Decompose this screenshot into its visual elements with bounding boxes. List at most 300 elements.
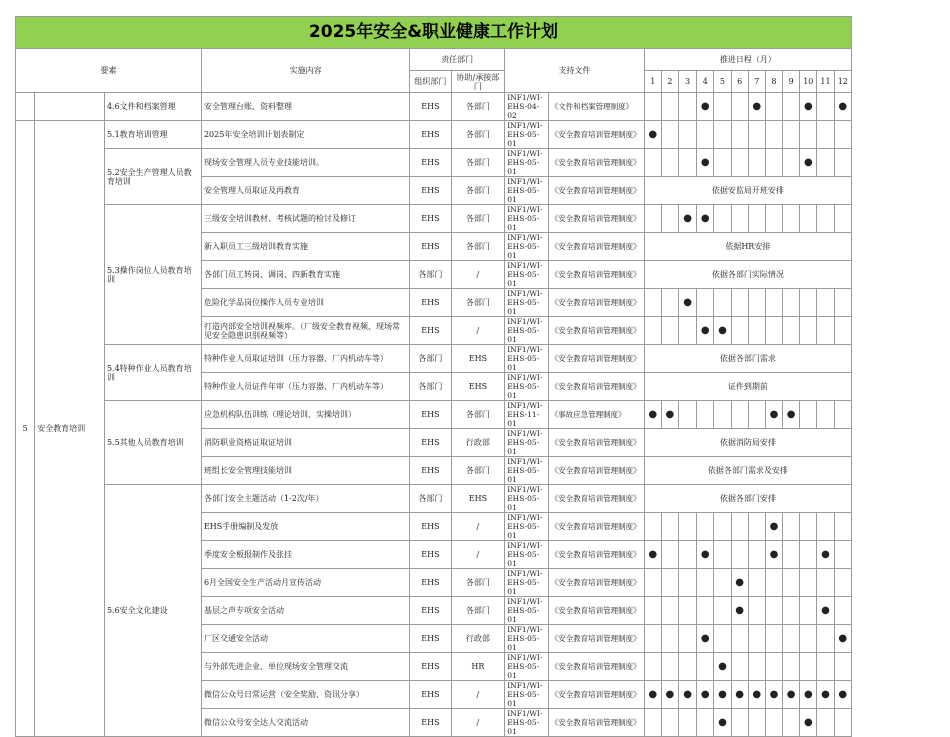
month-cell [834, 681, 851, 709]
month-cell [644, 513, 661, 541]
month-cell [644, 289, 661, 317]
scheduled-dot-icon: ● [665, 409, 675, 420]
month-cell [817, 681, 834, 709]
org-dept-cell: EHS [410, 569, 451, 597]
month-cell [714, 513, 731, 541]
doc-name-cell: 《文件和档案管理制度》 [548, 93, 644, 121]
month-cell [748, 681, 765, 709]
scheduled-dot-icon: ● [769, 409, 779, 420]
assist-dept-cell: 各部门 [451, 457, 505, 485]
month-cell [748, 205, 765, 233]
month-cell [748, 513, 765, 541]
month-header: 2 [661, 71, 678, 93]
month-cell [800, 541, 817, 569]
month-cell [714, 597, 731, 625]
doc-name-cell: 《安全教育培训管理制度》 [548, 149, 644, 177]
scheduled-dot-icon: ● [769, 549, 779, 560]
month-cell [783, 121, 800, 149]
scheduled-dot-icon: ● [752, 689, 762, 700]
content-cell: 季度安全板报制作及张挂 [201, 541, 409, 569]
month-cell [714, 401, 731, 429]
org-dept-cell: EHS [410, 401, 451, 429]
month-cell [748, 541, 765, 569]
month-header: 11 [817, 71, 834, 93]
content-cell: 基层之声专项安全活动 [201, 597, 409, 625]
month-cell [714, 121, 731, 149]
scheduled-dot-icon: ● [821, 689, 830, 700]
scheduled-dot-icon: ● [769, 521, 779, 532]
table-row [16, 401, 852, 429]
month-cell [714, 289, 731, 317]
org-dept-cell: 各部门 [410, 345, 451, 373]
month-cell [644, 93, 661, 121]
doc-code-cell: INF1/WI-EHS-05-01 [505, 513, 548, 541]
month-cell [661, 401, 678, 429]
section-name: 安全教育培训 [35, 121, 105, 737]
scheduled-dot-icon: ● [648, 409, 658, 420]
month-cell [817, 205, 834, 233]
scheduled-dot-icon: ● [648, 689, 658, 700]
scheduled-dot-icon: ● [648, 129, 658, 140]
month-cell [800, 513, 817, 541]
month-cell [834, 513, 851, 541]
org-dept-cell: EHS [410, 429, 451, 457]
month-cell [748, 625, 765, 653]
schedule-note: 证件到期前 [644, 373, 851, 401]
org-dept-cell: EHS [410, 233, 451, 261]
content-cell: 消防职业资格证取证培训 [201, 429, 409, 457]
month-cell [714, 541, 731, 569]
month-cell [765, 401, 782, 429]
doc-code-cell: INF1/WI-EHS-05-01 [505, 261, 548, 289]
scheduled-dot-icon: ● [786, 409, 796, 420]
org-dept-cell: EHS [410, 93, 451, 121]
month-cell [834, 317, 851, 345]
doc-name-cell: 《安全教育培训管理制度》 [548, 653, 644, 681]
doc-code-cell: INF1/WI-EHS-05-01 [505, 681, 548, 709]
month-header: 12 [834, 71, 851, 93]
assist-dept-cell: / [451, 709, 505, 737]
content-cell: 与外部先进企业、单位现场安全管理交流 [201, 653, 409, 681]
month-cell [748, 121, 765, 149]
content-cell: 打造内部安全培训视频库。（厂级安全教育视频、现场常见安全隐患识别视频等） [201, 317, 409, 345]
org-dept-cell: EHS [410, 709, 451, 737]
group-name: 4.6文件和档案管理 [104, 93, 201, 121]
month-cell [783, 653, 800, 681]
month-cell [731, 513, 748, 541]
doc-name-cell: 《安全教育培训管理制度》 [548, 233, 644, 261]
content-cell: 厂区交通安全活动 [201, 625, 409, 653]
month-cell [748, 317, 765, 345]
scheduled-dot-icon: ● [769, 689, 779, 700]
schedule-note: 依据消防局安排 [644, 429, 851, 457]
scheduled-dot-icon: ● [838, 689, 848, 700]
month-cell [679, 93, 697, 121]
month-cell [731, 653, 748, 681]
org-dept-cell: EHS [410, 653, 451, 681]
month-cell [697, 149, 714, 177]
doc-name-cell: 《安全教育培训管理制度》 [548, 541, 644, 569]
assist-dept-cell: / [451, 681, 505, 709]
section-number: 5 [16, 121, 35, 737]
org-dept-cell: EHS [410, 625, 451, 653]
month-cell [644, 569, 661, 597]
month-cell [748, 401, 765, 429]
month-cell [661, 681, 678, 709]
month-cell [765, 625, 782, 653]
schedule-note: 依据各部门安排 [644, 485, 851, 513]
month-cell [765, 597, 782, 625]
doc-name-cell: 《安全教育培训管理制度》 [548, 597, 644, 625]
month-cell [679, 401, 697, 429]
month-header: 7 [748, 71, 765, 93]
month-cell [714, 93, 731, 121]
header-content: 实施内容 [201, 49, 409, 93]
month-cell [748, 93, 765, 121]
month-cell [697, 569, 714, 597]
month-cell [697, 597, 714, 625]
month-cell [679, 653, 697, 681]
month-cell [679, 513, 697, 541]
month-cell [731, 401, 748, 429]
month-cell [697, 205, 714, 233]
doc-code-cell: INF1/WI-EHS-05-01 [505, 485, 548, 513]
doc-code-cell: INF1/WI-EHS-05-01 [505, 569, 548, 597]
doc-code-cell: INF1/WI-EHS-05-01 [505, 121, 548, 149]
assist-dept-cell: 各部门 [451, 233, 505, 261]
month-cell [817, 289, 834, 317]
scheduled-dot-icon: ● [683, 297, 692, 308]
content-cell: 微信公众号安全达人交流活动 [201, 709, 409, 737]
scheduled-dot-icon: ● [718, 717, 727, 728]
scheduled-dot-icon: ● [718, 325, 727, 336]
month-cell [817, 513, 834, 541]
month-cell [783, 569, 800, 597]
month-cell [644, 625, 661, 653]
month-cell [800, 93, 817, 121]
title-row [16, 17, 852, 49]
month-cell [661, 317, 678, 345]
month-cell [748, 653, 765, 681]
month-cell [644, 681, 661, 709]
month-cell [679, 569, 697, 597]
content-cell: 三级安全培训教材、考核试题的检讨及修订 [201, 205, 409, 233]
org-dept-cell: EHS [410, 597, 451, 625]
doc-code-cell: INF1/WI-EHS-05-01 [505, 289, 548, 317]
content-cell: 6月全国安全生产活动月宣传活动 [201, 569, 409, 597]
month-cell [817, 541, 834, 569]
scheduled-dot-icon: ● [700, 213, 710, 224]
month-cell [748, 289, 765, 317]
month-cell [783, 205, 800, 233]
month-cell [748, 149, 765, 177]
month-cell [714, 681, 731, 709]
month-cell [765, 289, 782, 317]
month-header: 10 [800, 71, 817, 93]
assist-dept-cell: 行政部 [451, 625, 505, 653]
group-name: 5.3操作岗位人员教育培训 [104, 205, 201, 345]
scheduled-dot-icon: ● [718, 689, 727, 700]
month-header: 5 [714, 71, 731, 93]
month-cell [765, 541, 782, 569]
doc-name-cell: 《安全教育培训管理制度》 [548, 457, 644, 485]
org-dept-cell: 各部门 [410, 261, 451, 289]
doc-code-cell: INF1/WI-EHS-05-01 [505, 233, 548, 261]
month-cell [765, 317, 782, 345]
scheduled-dot-icon: ● [752, 101, 762, 112]
assist-dept-cell: 各部门 [451, 205, 505, 233]
scheduled-dot-icon: ● [700, 689, 710, 700]
section-number [16, 93, 35, 121]
month-cell [765, 513, 782, 541]
month-cell [817, 121, 834, 149]
month-cell [714, 569, 731, 597]
org-dept-cell: 各部门 [410, 485, 451, 513]
table-row [16, 205, 852, 233]
content-cell: 应急机构队伍训练（理论培训、实操培训） [201, 401, 409, 429]
month-cell [783, 317, 800, 345]
org-dept-cell: EHS [410, 317, 451, 345]
scheduled-dot-icon: ● [683, 213, 692, 224]
month-cell [731, 289, 748, 317]
assist-dept-cell: 各部门 [451, 401, 505, 429]
content-cell: 新入职员工三级培训教育实施 [201, 233, 409, 261]
month-cell [783, 709, 800, 737]
month-cell [661, 597, 678, 625]
month-cell [679, 709, 697, 737]
month-cell [834, 541, 851, 569]
month-cell [765, 93, 782, 121]
scheduled-dot-icon: ● [700, 325, 710, 336]
month-cell [644, 401, 661, 429]
month-cell [679, 681, 697, 709]
content-cell: 安全管理人员取证及再教育 [201, 177, 409, 205]
month-header: 1 [644, 71, 661, 93]
month-cell [783, 401, 800, 429]
group-name: 5.6安全文化建设 [104, 485, 201, 737]
month-cell [834, 93, 851, 121]
doc-code-cell: INF1/WI-EHS-05-01 [505, 177, 548, 205]
month-cell [679, 625, 697, 653]
month-cell [731, 121, 748, 149]
month-cell [731, 597, 748, 625]
doc-name-cell: 《安全教育培训管理制度》 [548, 317, 644, 345]
scheduled-dot-icon: ● [803, 157, 813, 168]
month-cell [697, 401, 714, 429]
doc-code-cell: INF1/WI-EHS-05-01 [505, 205, 548, 233]
month-cell [765, 653, 782, 681]
month-cell [817, 625, 834, 653]
month-cell [679, 149, 697, 177]
month-cell [783, 93, 800, 121]
month-cell [661, 121, 678, 149]
scheduled-dot-icon: ● [718, 661, 727, 672]
scheduled-dot-icon: ● [735, 689, 744, 700]
month-cell [661, 541, 678, 569]
group-name: 5.5其他人员教育培训 [104, 401, 201, 485]
doc-code-cell: INF1/WI-EHS-04-02 [505, 93, 548, 121]
month-cell [679, 205, 697, 233]
header-row [16, 49, 852, 71]
scheduled-dot-icon: ● [648, 549, 658, 560]
month-cell [834, 289, 851, 317]
assist-dept-cell: EHS [451, 345, 505, 373]
doc-name-cell: 《安全教育培训管理制度》 [548, 513, 644, 541]
month-cell [765, 149, 782, 177]
month-cell [783, 541, 800, 569]
month-cell [731, 681, 748, 709]
scheduled-dot-icon: ● [821, 605, 830, 616]
table-row [16, 149, 852, 177]
month-header: 8 [765, 71, 782, 93]
month-cell [800, 121, 817, 149]
assist-dept-cell: 各部门 [451, 569, 505, 597]
org-dept-cell: EHS [410, 149, 451, 177]
month-cell [800, 653, 817, 681]
month-cell [834, 569, 851, 597]
header-docs: 支持文件 [505, 49, 644, 93]
content-cell: 班组长安全管理技能培训 [201, 457, 409, 485]
content-cell: 特种作业人员取证培训（压力容器、厂内机动车等） [201, 345, 409, 373]
table-row [16, 93, 852, 121]
scheduled-dot-icon: ● [821, 549, 830, 560]
scheduled-dot-icon: ● [838, 101, 848, 112]
scheduled-dot-icon: ● [803, 689, 813, 700]
month-cell [748, 569, 765, 597]
doc-name-cell: 《安全教育培训管理制度》 [548, 177, 644, 205]
month-cell [800, 681, 817, 709]
month-cell [765, 569, 782, 597]
month-cell [697, 121, 714, 149]
header-elements: 要素 [16, 49, 202, 93]
month-cell [817, 93, 834, 121]
org-dept-cell: EHS [410, 205, 451, 233]
month-cell [800, 597, 817, 625]
month-cell [714, 149, 731, 177]
doc-code-cell: INF1/WI-EHS-05-01 [505, 429, 548, 457]
month-cell [817, 569, 834, 597]
month-cell [731, 541, 748, 569]
scheduled-dot-icon: ● [700, 549, 710, 560]
doc-name-cell: 《安全教育培训管理制度》 [548, 121, 644, 149]
group-name: 5.4特种作业人员教育培训 [104, 345, 201, 401]
doc-code-cell: INF1/WI-EHS-05-01 [505, 625, 548, 653]
month-cell [834, 401, 851, 429]
content-cell: 微信公众号日常运营（安全奖励、资讯分享） [201, 681, 409, 709]
doc-code-cell: INF1/WI-EHS-05-01 [505, 541, 548, 569]
month-cell [800, 289, 817, 317]
month-cell [731, 709, 748, 737]
schedule-note: 依据各部门需求 [644, 345, 851, 373]
month-cell [714, 653, 731, 681]
scheduled-dot-icon: ● [683, 689, 692, 700]
month-cell [765, 681, 782, 709]
month-cell [697, 625, 714, 653]
content-cell: 安全管理台账、资料整理 [201, 93, 409, 121]
table-row [16, 485, 852, 513]
scheduled-dot-icon: ● [838, 633, 848, 644]
month-cell [834, 653, 851, 681]
month-header: 4 [697, 71, 714, 93]
month-cell [731, 93, 748, 121]
doc-name-cell: 《安全教育培训管理制度》 [548, 429, 644, 457]
month-cell [644, 121, 661, 149]
month-cell [817, 149, 834, 177]
org-dept-cell: EHS [410, 457, 451, 485]
assist-dept-cell: 各部门 [451, 597, 505, 625]
month-cell [661, 93, 678, 121]
schedule-note: 依据安监局开班安排 [644, 177, 851, 205]
assist-dept-cell: EHS [451, 373, 505, 401]
assist-dept-cell: / [451, 317, 505, 345]
month-cell [661, 149, 678, 177]
doc-name-cell: 《安全教育培训管理制度》 [548, 681, 644, 709]
month-cell [817, 317, 834, 345]
month-header: 6 [731, 71, 748, 93]
section-name [35, 93, 105, 121]
org-dept-cell: EHS [410, 289, 451, 317]
content-cell: EHS手册编制及发放 [201, 513, 409, 541]
month-cell [679, 289, 697, 317]
content-cell: 现场安全管理人员专业技能培训。 [201, 149, 409, 177]
group-name: 5.1教育培训管理 [104, 121, 201, 149]
assist-dept-cell: 各部门 [451, 177, 505, 205]
month-cell [644, 653, 661, 681]
doc-code-cell: INF1/WI-EHS-05-01 [505, 373, 548, 401]
month-cell [834, 597, 851, 625]
doc-name-cell: 《安全教育培训管理制度》 [548, 205, 644, 233]
month-cell [661, 653, 678, 681]
doc-name-cell: 《安全教育培训管理制度》 [548, 625, 644, 653]
org-dept-cell: EHS [410, 681, 451, 709]
month-cell [697, 513, 714, 541]
plan-table [15, 16, 852, 737]
month-cell [644, 317, 661, 345]
assist-dept-cell: 各部门 [451, 289, 505, 317]
month-cell [800, 709, 817, 737]
month-cell [731, 569, 748, 597]
month-cell [661, 205, 678, 233]
doc-name-cell: 《安全教育培训管理制度》 [548, 485, 644, 513]
content-cell: 危险化学品岗位操作人员专业培训 [201, 289, 409, 317]
scheduled-dot-icon: ● [735, 577, 744, 588]
doc-code-cell: INF1/WI-EHS-11-01 [505, 401, 548, 429]
month-cell [697, 681, 714, 709]
org-dept-cell: EHS [410, 513, 451, 541]
scheduled-dot-icon: ● [803, 717, 813, 728]
month-cell [800, 205, 817, 233]
doc-name-cell: 《安全教育培训管理制度》 [548, 261, 644, 289]
month-cell [731, 205, 748, 233]
month-cell [714, 205, 731, 233]
month-cell [817, 597, 834, 625]
assist-dept-cell: HR [451, 653, 505, 681]
assist-dept-cell: 各部门 [451, 93, 505, 121]
doc-name-cell: 《事故应急管理制度》 [548, 401, 644, 429]
doc-code-cell: INF1/WI-EHS-05-01 [505, 597, 548, 625]
org-dept-cell: EHS [410, 177, 451, 205]
month-header: 3 [679, 71, 697, 93]
doc-name-cell: 《安全教育培训管理制度》 [548, 289, 644, 317]
content-cell: 各部门员工转岗、调岗、四新教育实施 [201, 261, 409, 289]
month-cell [800, 625, 817, 653]
header-dept: 责任部门 [410, 49, 505, 71]
doc-name-cell: 《安全教育培训管理制度》 [548, 709, 644, 737]
content-cell: 2025年安全培训计划表制定 [201, 121, 409, 149]
month-cell [800, 317, 817, 345]
group-name: 5.2安全生产管理人员教育培训 [104, 149, 201, 205]
schedule-note: 依据各部门实际情况 [644, 261, 851, 289]
